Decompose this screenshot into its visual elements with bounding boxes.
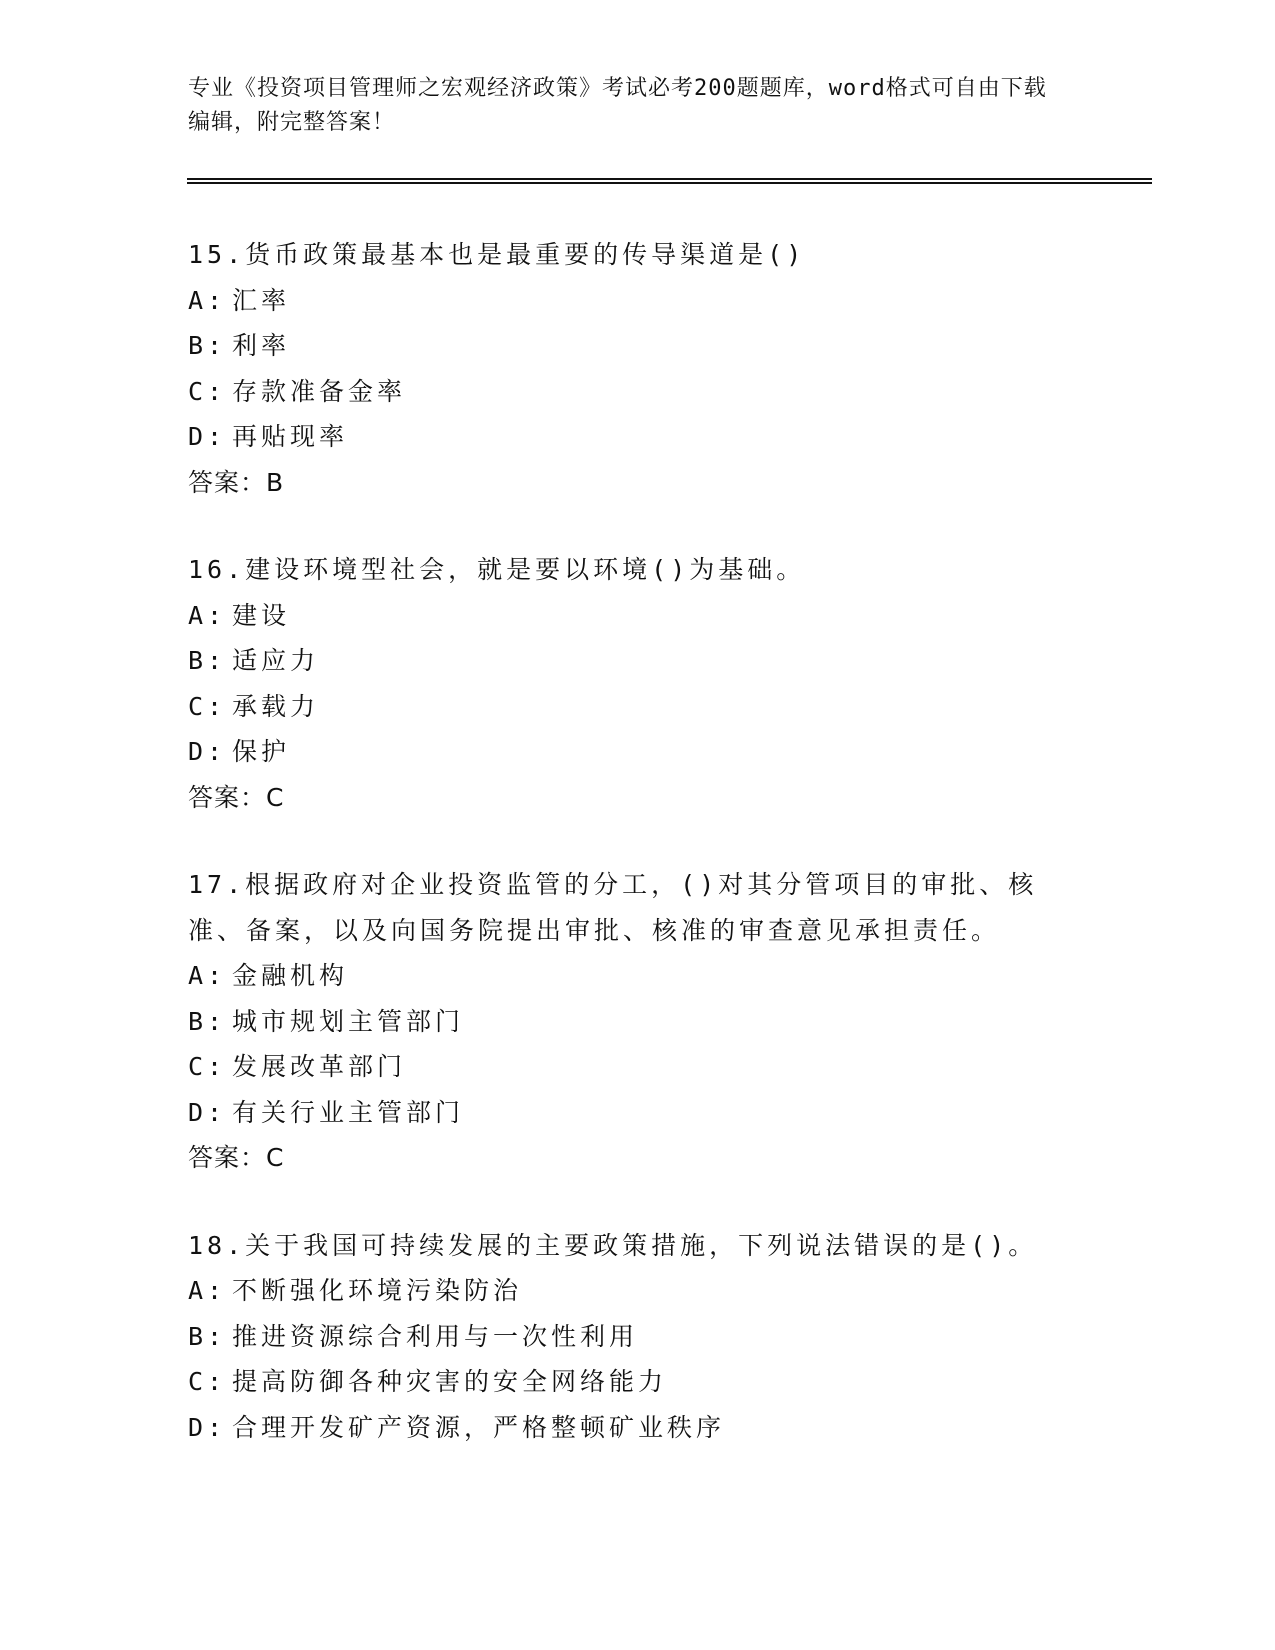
question-stem: 18.关于我国可持续发展的主要政策措施，下列说法错误的是()。: [188, 1230, 1038, 1260]
option-key: C:: [188, 691, 227, 721]
option-c: [188, 369, 1088, 415]
option-b: [188, 999, 1088, 1045]
option-key: D:: [188, 422, 227, 451]
option-b: [188, 323, 1088, 369]
option-key: C:: [188, 376, 227, 406]
option-c: [188, 684, 1088, 730]
question-15: [188, 232, 1088, 505]
option-text: 推进资源综合利用与一次性利用: [232, 1321, 639, 1351]
option-a: [188, 278, 1088, 324]
option-text: 利率: [232, 331, 291, 360]
option-key: A:: [188, 1276, 227, 1305]
option-c: [188, 1044, 1088, 1090]
option-text: 不断强化环境污染防治: [232, 1276, 523, 1305]
option-a: [188, 953, 1088, 999]
question-stem: 17.根据政府对企业投资监管的分工，()对其分管项目的审批、核准、备案，以及向国务院提出审批、核准的审查意见承担责任。: [188, 870, 1038, 945]
header-divider-top: [187, 178, 1152, 180]
document-header: 专业《投资项目管理师之宏观经济政策》考试必考200题题库，word格式可自由下载编辑，附完整答案！: [188, 76, 1047, 135]
option-d: [188, 729, 1088, 775]
question-18: [188, 1223, 1088, 1451]
option-text: 城市规划主管部门: [232, 1006, 465, 1036]
option-text: 承载力: [232, 691, 320, 721]
option-text: 有关行业主管部门: [232, 1097, 465, 1127]
option-b: [188, 1314, 1088, 1360]
option-a: [188, 593, 1088, 639]
option-text: 适应力: [232, 646, 320, 675]
option-key: D:: [188, 1412, 227, 1442]
answer-line: 答案：B: [188, 467, 285, 497]
option-key: D:: [188, 737, 227, 766]
option-key: A:: [188, 285, 227, 315]
option-text: 汇率: [232, 285, 291, 315]
option-c: [188, 1359, 1088, 1405]
option-key: D:: [188, 1097, 227, 1127]
option-key: C:: [188, 1367, 227, 1396]
option-text: 发展改革部门: [232, 1052, 407, 1081]
option-text: 建设: [232, 600, 291, 630]
option-a: [188, 1268, 1088, 1314]
option-text: 存款准备金率: [232, 376, 407, 406]
option-key: B:: [188, 646, 227, 675]
option-text: 合理开发矿产资源，严格整顿矿业秩序: [232, 1412, 726, 1442]
option-key: A:: [188, 961, 227, 990]
option-d: [188, 1405, 1088, 1451]
question-stem: 15.货币政策最基本也是最重要的传导渠道是(): [188, 240, 806, 269]
question-list: [188, 232, 1088, 1492]
option-d: [188, 1090, 1088, 1136]
question-17: [188, 862, 1088, 1181]
option-text: 金融机构: [232, 961, 349, 990]
answer-line: 答案：C: [188, 1143, 285, 1172]
option-key: B:: [188, 1321, 227, 1351]
option-text: 保护: [232, 737, 291, 766]
option-text: 提高防御各种灾害的安全网络能力: [232, 1367, 668, 1396]
answer-line: 答案：C: [188, 782, 285, 812]
question-16: [188, 547, 1088, 820]
option-key: C:: [188, 1052, 227, 1081]
option-d: [188, 414, 1088, 460]
option-key: B:: [188, 331, 227, 360]
header-divider-bottom: [187, 182, 1152, 184]
option-text: 再贴现率: [232, 422, 349, 451]
option-key: B:: [188, 1006, 227, 1036]
option-key: A:: [188, 600, 227, 630]
question-stem: 16.建设环境型社会，就是要以环境()为基础。: [188, 555, 806, 584]
option-b: [188, 638, 1088, 684]
